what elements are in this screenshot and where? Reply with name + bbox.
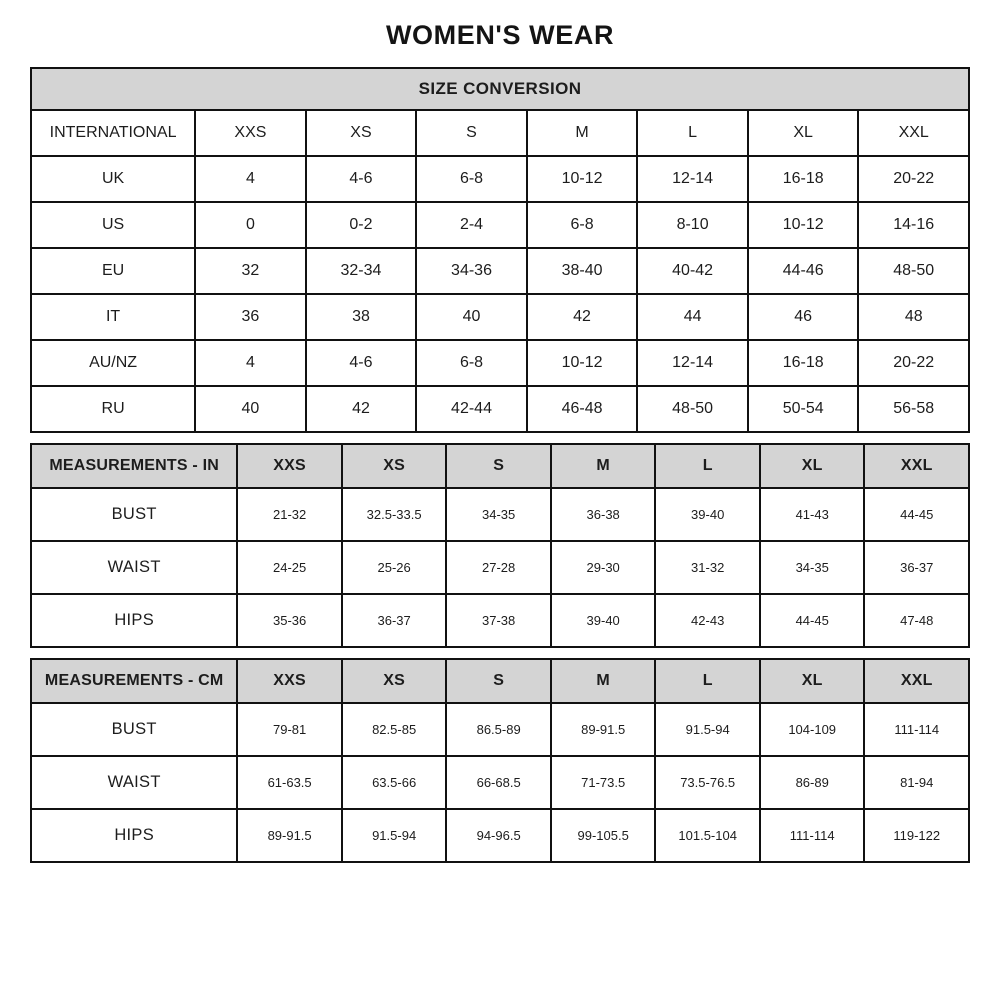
table-row: [31, 488, 969, 541]
size-column-header-xs: XS: [342, 444, 447, 488]
cell-value: 82.5-85: [342, 703, 447, 756]
row-label-waist: WAIST: [31, 541, 237, 594]
cell-value: 10-12: [748, 202, 859, 248]
size-column-header-xl: XL: [760, 444, 865, 488]
cell-value: 42-44: [416, 386, 527, 432]
cell-value: 36-37: [864, 541, 969, 594]
row-label-bust: BUST: [31, 488, 237, 541]
cell-value: 44-45: [864, 488, 969, 541]
size-column-header-xs: XS: [306, 110, 417, 156]
cell-value: 20-22: [858, 156, 969, 202]
cell-value: 14-16: [858, 202, 969, 248]
cell-value: 6-8: [416, 340, 527, 386]
cell-value: 42: [306, 386, 417, 432]
cell-value: 37-38: [446, 594, 551, 647]
cell-value: 46-48: [527, 386, 638, 432]
cell-value: 34-35: [760, 541, 865, 594]
size-column-header-l: L: [655, 444, 760, 488]
cell-value: 71-73.5: [551, 756, 656, 809]
size-column-header-xl: XL: [760, 659, 865, 703]
cell-value: 12-14: [637, 340, 748, 386]
cell-value: 42: [527, 294, 638, 340]
cell-value: 4-6: [306, 156, 417, 202]
cell-value: 36-38: [551, 488, 656, 541]
cell-value: 40: [416, 294, 527, 340]
row-label-waist: WAIST: [31, 756, 237, 809]
measurements-in-table: [30, 443, 970, 648]
cell-value: 39-40: [551, 594, 656, 647]
size-column-header-s: S: [416, 110, 527, 156]
cell-value: 2-4: [416, 202, 527, 248]
size-column-header-xxl: XXL: [858, 110, 969, 156]
size-conversion-table: [30, 67, 970, 433]
cell-value: 44-46: [748, 248, 859, 294]
row-label-uk: UK: [31, 156, 195, 202]
cell-value: 25-26: [342, 541, 447, 594]
table-row: [31, 541, 969, 594]
size-column-header-xl: XL: [748, 110, 859, 156]
cell-value: 6-8: [416, 156, 527, 202]
cell-value: 44: [637, 294, 748, 340]
table-row: [31, 294, 969, 340]
size-column-header-xxs: XXS: [237, 659, 342, 703]
cell-value: 101.5-104: [655, 809, 760, 862]
cell-value: 39-40: [655, 488, 760, 541]
cell-value: 91.5-94: [342, 809, 447, 862]
row-label-au-nz: AU/NZ: [31, 340, 195, 386]
cell-value: 27-28: [446, 541, 551, 594]
cell-value: 86.5-89: [446, 703, 551, 756]
cell-value: 111-114: [864, 703, 969, 756]
cell-value: 16-18: [748, 156, 859, 202]
table-title: SIZE CONVERSION: [31, 68, 969, 110]
cell-value: 8-10: [637, 202, 748, 248]
size-column-header-xxs: XXS: [195, 110, 306, 156]
size-column-header-m: M: [551, 444, 656, 488]
cell-value: 61-63.5: [237, 756, 342, 809]
cell-value: 32.5-33.5: [342, 488, 447, 541]
cell-value: 48-50: [858, 248, 969, 294]
table-row: [31, 756, 969, 809]
size-column-header-xxs: XXS: [237, 444, 342, 488]
measurements-cm-table: [30, 658, 970, 863]
cell-value: 29-30: [551, 541, 656, 594]
label-column-header: MEASUREMENTS - CM: [31, 659, 237, 703]
cell-value: 35-36: [237, 594, 342, 647]
cell-value: 36: [195, 294, 306, 340]
size-column-header-xs: XS: [342, 659, 447, 703]
cell-value: 50-54: [748, 386, 859, 432]
table-row: [31, 202, 969, 248]
cell-value: 63.5-66: [342, 756, 447, 809]
size-column-header-m: M: [527, 110, 638, 156]
size-column-header-xxl: XXL: [864, 659, 969, 703]
cell-value: 0-2: [306, 202, 417, 248]
cell-value: 38-40: [527, 248, 638, 294]
cell-value: 47-48: [864, 594, 969, 647]
cell-value: 48-50: [637, 386, 748, 432]
cell-value: 4-6: [306, 340, 417, 386]
cell-value: 104-109: [760, 703, 865, 756]
label-column-header: MEASUREMENTS - IN: [31, 444, 237, 488]
cell-value: 20-22: [858, 340, 969, 386]
cell-value: 10-12: [527, 340, 638, 386]
row-label-ru: RU: [31, 386, 195, 432]
row-label-bust: BUST: [31, 703, 237, 756]
row-label-eu: EU: [31, 248, 195, 294]
size-column-header-xxl: XXL: [864, 444, 969, 488]
size-column-header-l: L: [637, 110, 748, 156]
cell-value: 94-96.5: [446, 809, 551, 862]
cell-value: 0: [195, 202, 306, 248]
cell-value: 79-81: [237, 703, 342, 756]
cell-value: 24-25: [237, 541, 342, 594]
cell-value: 41-43: [760, 488, 865, 541]
size-column-header-l: L: [655, 659, 760, 703]
cell-value: 89-91.5: [237, 809, 342, 862]
row-label-us: US: [31, 202, 195, 248]
cell-value: 86-89: [760, 756, 865, 809]
table-row: [31, 809, 969, 862]
cell-value: 56-58: [858, 386, 969, 432]
cell-value: 10-12: [527, 156, 638, 202]
cell-value: 32-34: [306, 248, 417, 294]
cell-value: 40: [195, 386, 306, 432]
cell-value: 4: [195, 156, 306, 202]
cell-value: 38: [306, 294, 417, 340]
table-row: [31, 156, 969, 202]
cell-value: 40-42: [637, 248, 748, 294]
table-row: [31, 703, 969, 756]
size-column-header-s: S: [446, 659, 551, 703]
cell-value: 119-122: [864, 809, 969, 862]
cell-value: 34-35: [446, 488, 551, 541]
row-label-hips: HIPS: [31, 594, 237, 647]
cell-value: 21-32: [237, 488, 342, 541]
table-row: [31, 248, 969, 294]
row-label-it: IT: [31, 294, 195, 340]
cell-value: 16-18: [748, 340, 859, 386]
cell-value: 46: [748, 294, 859, 340]
cell-value: 48: [858, 294, 969, 340]
cell-value: 34-36: [416, 248, 527, 294]
cell-value: 66-68.5: [446, 756, 551, 809]
cell-value: 4: [195, 340, 306, 386]
cell-value: 73.5-76.5: [655, 756, 760, 809]
cell-value: 99-105.5: [551, 809, 656, 862]
page-title: WOMEN'S WEAR: [385, 20, 615, 50]
cell-value: 6-8: [527, 202, 638, 248]
table-row: [31, 386, 969, 432]
cell-value: 89-91.5: [551, 703, 656, 756]
cell-value: 44-45: [760, 594, 865, 647]
cell-value: 81-94: [864, 756, 969, 809]
table-row: [31, 340, 969, 386]
label-column-header: INTERNATIONAL: [31, 110, 195, 156]
size-column-header-s: S: [446, 444, 551, 488]
cell-value: 91.5-94: [655, 703, 760, 756]
cell-value: 12-14: [637, 156, 748, 202]
cell-value: 111-114: [760, 809, 865, 862]
size-column-header-m: M: [551, 659, 656, 703]
table-row: [31, 594, 969, 647]
cell-value: 31-32: [655, 541, 760, 594]
row-label-hips: HIPS: [31, 809, 237, 862]
cell-value: 36-37: [342, 594, 447, 647]
cell-value: 42-43: [655, 594, 760, 647]
cell-value: 32: [195, 248, 306, 294]
